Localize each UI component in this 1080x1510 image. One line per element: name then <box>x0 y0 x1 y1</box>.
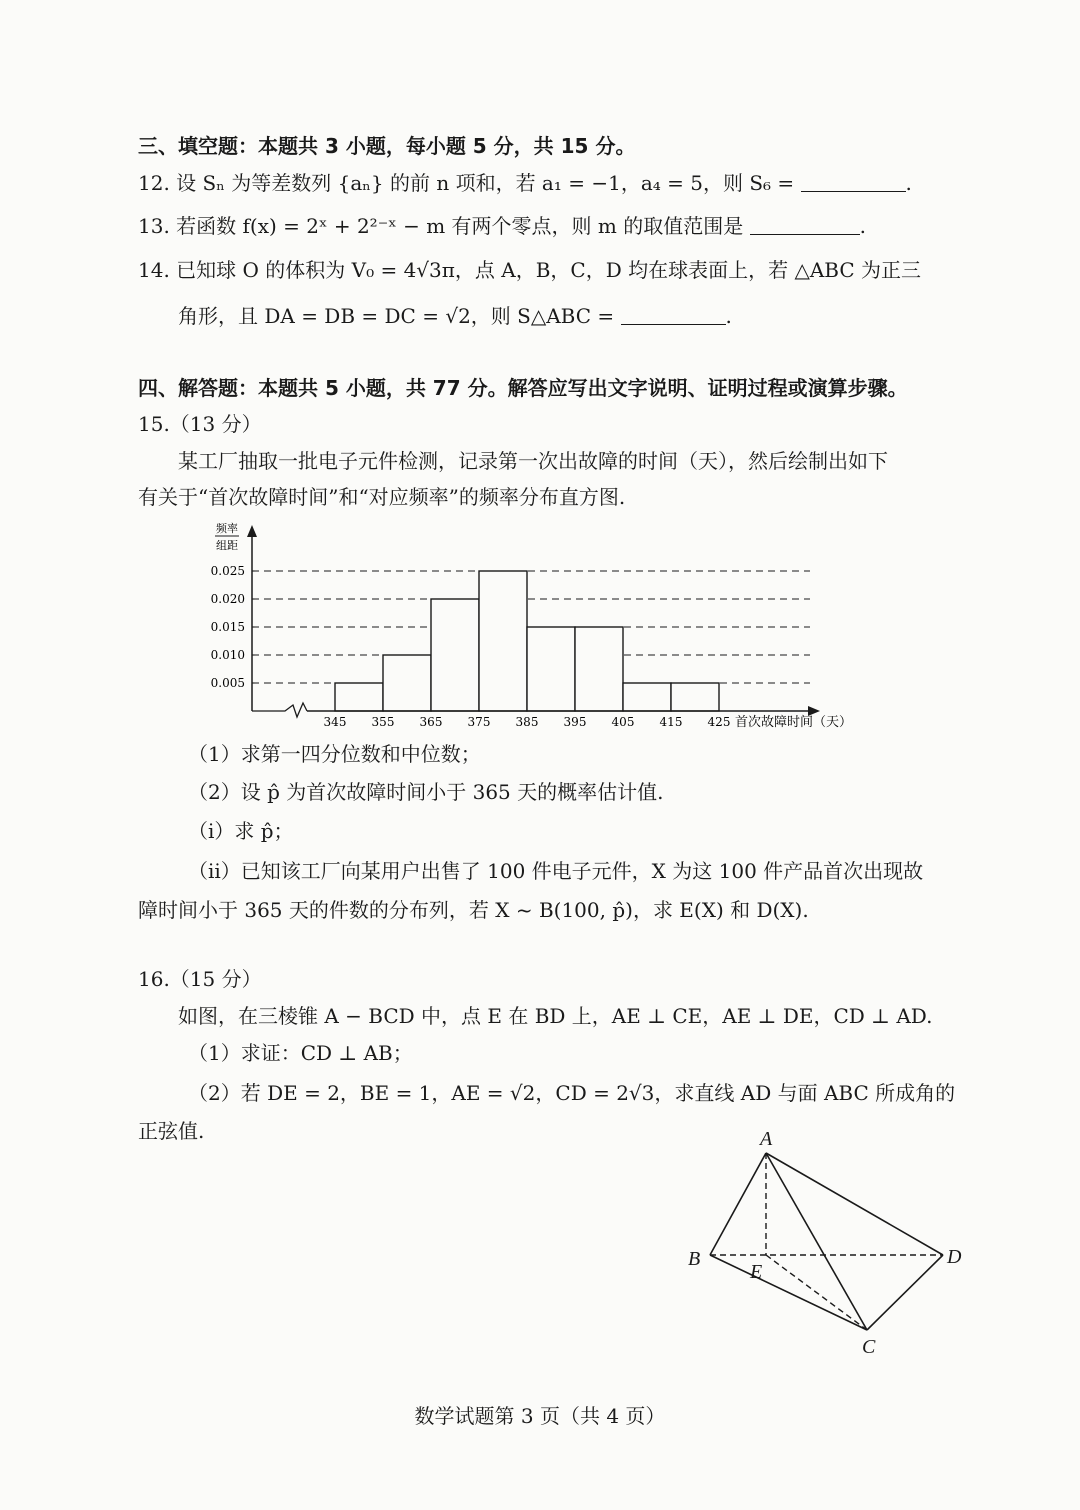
y-tick-label: 0.005 <box>210 676 245 690</box>
y-axis-arrow-icon <box>247 525 257 537</box>
x-tick-label: 395 <box>563 715 587 729</box>
tetrahedron-figure <box>680 1125 980 1365</box>
histogram-bar <box>671 683 719 711</box>
y-tick-label: 0.020 <box>210 592 245 606</box>
q12-answer-blank[interactable] <box>801 191 906 192</box>
vertex-label-B: B <box>688 1248 701 1270</box>
q12-text: 设 Sₙ 为等差数列 {aₙ} 的前 n 项和，若 a₁ = −1，a₄ = 5，则 S₆ = <box>176 171 795 195</box>
y-tick-label: 0.010 <box>210 648 245 662</box>
section4-heading: 四、解答题：本题共 5 小题，共 77 分。解答应写出文字说明、证明过程或演算步骤。 <box>138 376 908 400</box>
q15-number: 15.（13 分） <box>138 412 262 436</box>
q15-part2-i: （ⅰ）求 p̂； <box>188 819 294 843</box>
q14-answer-blank[interactable] <box>621 324 726 325</box>
question-13: 13. 若函数 f(x) = 2ˣ + 2²⁻ˣ − m 有两个零点，则 m 的取值范围是 . <box>138 214 866 238</box>
x-tick-label: 375 <box>467 715 491 729</box>
y-tick-label: 0.025 <box>210 564 245 578</box>
q16-part2-line1: （2）若 DE = 2，BE = 1，AE = √2，CD = 2√3，求直线 AD 与面 ABC 所成角的 <box>188 1081 956 1105</box>
question-14-line2: 角形，且 DA = DB = DC = √2，则 S△ABC = . <box>178 304 732 328</box>
x-tick-label: 405 <box>611 715 635 729</box>
histogram-bar <box>623 683 671 711</box>
edge-AC <box>766 1153 867 1330</box>
x-tick-labels <box>324 715 731 729</box>
q15-intro-line1: 某工厂抽取一批电子元件检测，记录第一次出故障的时间（天），然后绘制出如下 <box>178 449 888 473</box>
vertex-label-D: D <box>947 1246 962 1268</box>
histogram-bar <box>335 683 383 711</box>
segment-EC-hidden <box>766 1255 867 1330</box>
vertex-label-E: E <box>750 1261 763 1283</box>
q15-intro-line2: 有关于“首次故障时间”和“对应频率”的频率分布直方图. <box>138 485 626 509</box>
q14-text-line2: 角形，且 DA = DB = DC = √2，则 S△ABC = <box>178 304 615 328</box>
q15-part2-ii-line2: 障时间小于 365 天的件数的分布列，若 X ~ B(100, p̂)，求 E(X) 和 D(X). <box>138 898 809 922</box>
histogram-bar <box>527 627 575 711</box>
q15-part2: （2）设 p̂ 为首次故障时间小于 365 天的概率估计值. <box>188 780 664 804</box>
q16-intro: 如图，在三棱锥 A − BCD 中，点 E 在 BD 上，AE ⊥ CE，AE ⊥ DE，CD ⊥ AD. <box>178 1004 933 1028</box>
q16-part2-line2: 正弦值. <box>138 1119 205 1143</box>
x-tick-label: 345 <box>323 715 347 729</box>
frequency-histogram <box>185 515 885 735</box>
vertex-label-C: C <box>862 1336 876 1358</box>
axis-break-icon <box>252 703 307 717</box>
x-tick-label: 385 <box>515 715 539 729</box>
x-tick-label: 415 <box>659 715 683 729</box>
q15-part1: （1）求第一四分位数和中位数； <box>188 742 481 766</box>
x-tick-label: 355 <box>371 715 395 729</box>
y-tick-label: 0.015 <box>210 620 245 634</box>
histogram-bar <box>383 655 431 711</box>
vertex-label-A: A <box>760 1128 773 1150</box>
histogram-bar <box>431 599 479 711</box>
edge-AB <box>710 1153 766 1255</box>
histogram-bar <box>575 627 623 711</box>
edge-CD <box>867 1255 943 1330</box>
question-14-line1 <box>138 260 921 280</box>
q13-answer-blank[interactable] <box>750 234 860 235</box>
edge-BC <box>710 1255 867 1330</box>
question-12: 12. 设 Sₙ 为等差数列 {aₙ} 的前 n 项和，若 a₁ = −1，a₄ = 5，则 S₆ = . <box>138 171 912 195</box>
histogram-bar <box>479 571 527 711</box>
q13-number: 13. <box>138 214 170 238</box>
q14-text-line1: 已知球 O 的体积为 V₀ = 4√3π，点 A，B，C，D 均在球表面上，若 △ABC 为正三 <box>176 258 922 282</box>
page-footer: 数学试题第 3 页（共 4 页） <box>414 1404 666 1428</box>
section3-heading: 三、填空题：本题共 3 小题，每小题 5 分，共 15 分。 <box>138 134 636 158</box>
y-label-top: 频率 <box>216 522 238 535</box>
edge-AD <box>766 1153 943 1255</box>
x-tick-label: 365 <box>419 715 443 729</box>
x-tick-label: 425 <box>707 715 731 729</box>
q12-number: 12. <box>138 171 170 195</box>
q15-part2-ii-line1: （ⅱ）已知该工厂向某用户出售了 100 件电子元件，X 为这 100 件产品首次出现故 <box>188 859 924 883</box>
y-label-bottom: 组距 <box>216 539 238 552</box>
histogram-bars <box>335 571 719 711</box>
q16-number: 16.（15 分） <box>138 967 262 991</box>
y-tick-labels <box>211 564 245 690</box>
q16-part1: （1）求证：CD ⊥ AB； <box>188 1041 413 1065</box>
x-axis-label: 首次故障时间（天） <box>735 715 853 730</box>
q14-number: 14. <box>138 258 170 282</box>
q13-text: 若函数 f(x) = 2ˣ + 2²⁻ˣ − m 有两个零点，则 m 的取值范围是 <box>176 214 744 238</box>
